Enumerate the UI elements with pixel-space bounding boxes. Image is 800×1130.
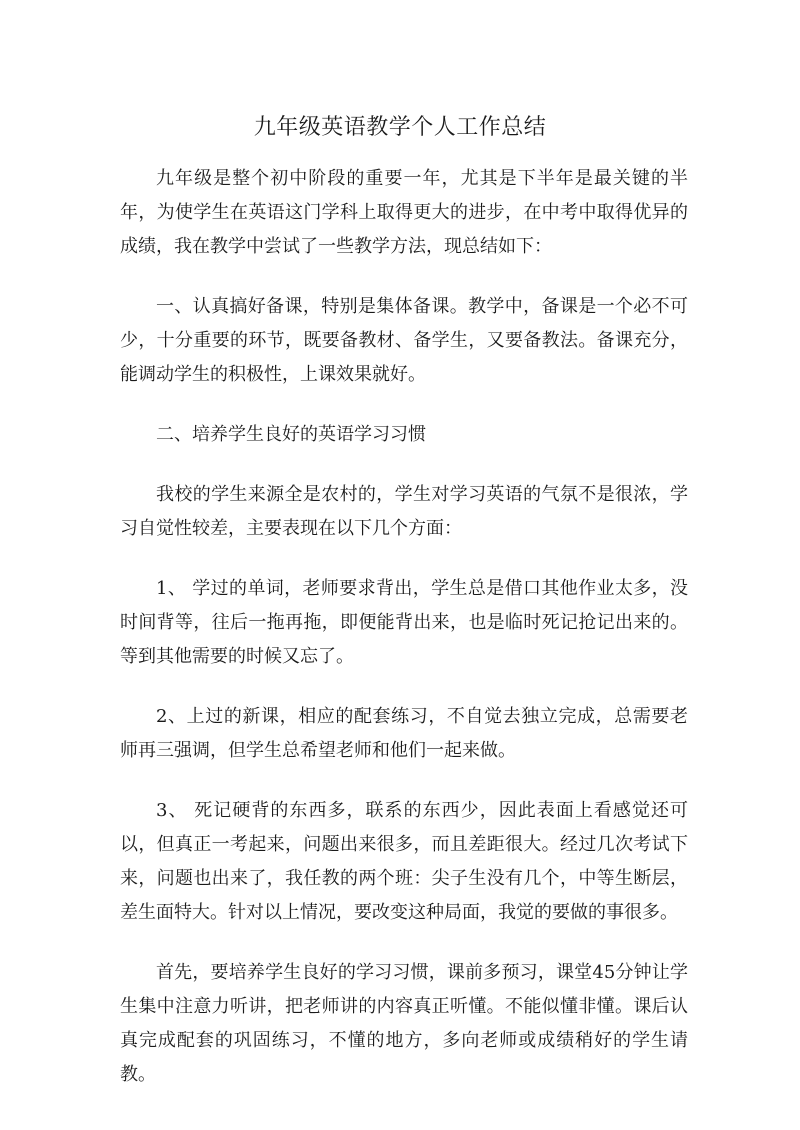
background-paragraph: 我校的学生来源全是农村的，学生对学习英语的气氛不是很浓，学习自觉性较差，主要表现在以下几个方面：: [120, 484, 688, 539]
document-title: 九年级英语教学个人工作总结: [253, 115, 547, 140]
section-two-heading: 二、培养学生良好的英语学习习惯: [156, 424, 426, 445]
point-one-paragraph: 1、 学过的单词，老师要求背出，学生总是借口其他作业太多，没时间背等，往后一拖再拖，即便能背出来，也是临时死记抢记出来的。等到其他需要的时候又忘了。: [120, 578, 688, 667]
solution-paragraph: 首先，要培养学生良好的学习习惯，课前多预习，课堂45分钟让学生集中注意力听讲，把老师讲的内容真正听懂。不能似懂非懂。课后认真完成配套的巩固练习，不懂的地方，多向老师或成绩稍好的学生请教。: [120, 962, 688, 1085]
point-three-paragraph: 3、 死记硬背的东西多，联系的东西少，因此表面上看感觉还可以，但真正一考起来，问题出来很多，而且差距很大。经过几次考试下来，问题也出来了，我任教的两个班：尖子生没有几个，中等生断层，差生面特大。针对以上情况，要改变这种局面，我觉的要做的事很多。: [120, 800, 688, 923]
document-body: [120, 162, 688, 1118]
point-two-paragraph: 2、上过的新课，相应的配套练习，不自觉去独立完成，总需要老师再三强调，但学生总希望老师和他们一起来做。: [120, 706, 688, 761]
intro-paragraph: 九年级是整个初中阶段的重要一年，尤其是下半年是最关键的半年，为使学生在英语这门学科上取得更大的进步，在中考中取得优异的成绩，我在教学中尝试了一些教学方法，现总结如下：: [120, 168, 688, 257]
section-one-paragraph: 一、认真搞好备课，特别是集体备课。教学中，备课是一个必不可少，十分重要的环节，既要备教材、备学生，又要备教法。备课充分，能调动学生的积极性，上课效果就好。: [120, 296, 688, 385]
